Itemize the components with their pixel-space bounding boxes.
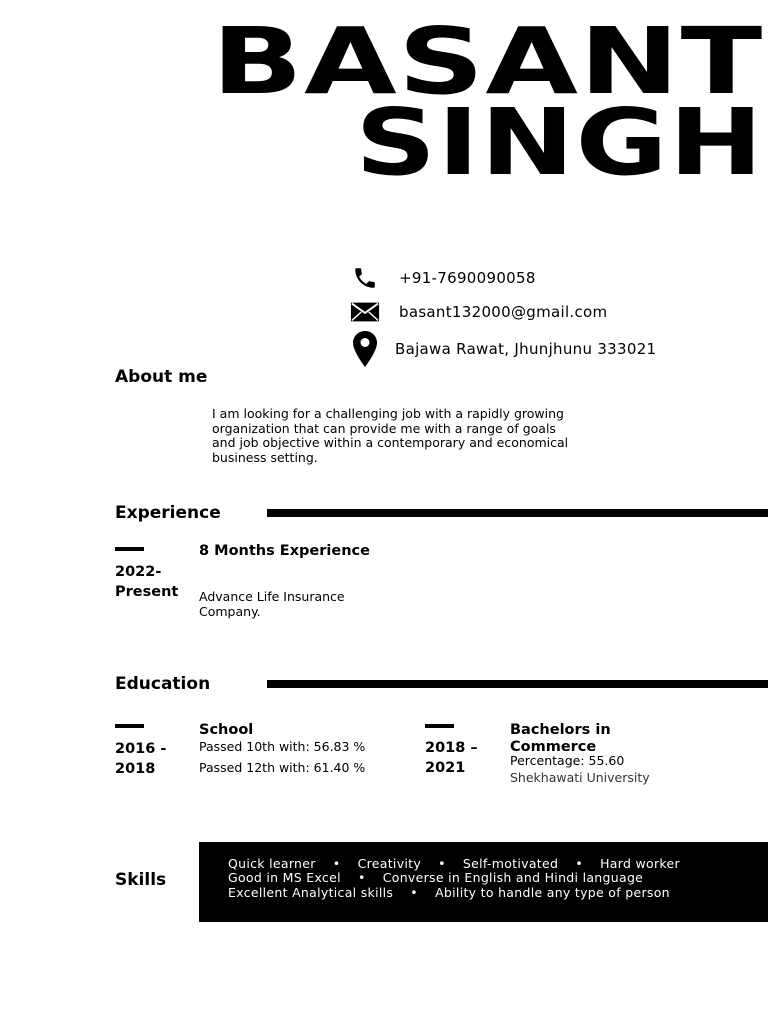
education-dash-school	[115, 724, 144, 728]
about-heading: About me	[115, 367, 208, 387]
phone-icon	[350, 263, 380, 293]
education-school-line1: Passed 10th with: 56.83 %	[199, 739, 366, 754]
name-first: BASANT	[212, 8, 764, 115]
address-text: Bajawa Rawat, Jhunjhunu 333021	[395, 340, 657, 358]
contact-phone	[350, 263, 536, 293]
education-college-line1: Percentage: 55.60	[510, 753, 625, 768]
experience-company: Advance Life Insurance Company.	[199, 589, 345, 619]
experience-heading: Experience	[115, 503, 221, 523]
contact-address	[350, 330, 656, 368]
education-dash-college	[425, 724, 454, 728]
education-title-college: Bachelors in Commerce	[510, 722, 611, 755]
education-school-line2: Passed 12th with: 61.40 %	[199, 760, 366, 775]
education-title-school: School	[199, 722, 254, 738]
experience-title: 8 Months Experience	[199, 543, 370, 559]
phone-text: +91-7690090058	[399, 269, 536, 287]
experience-dash	[115, 547, 144, 551]
envelope-icon	[350, 297, 380, 327]
education-years-college: 2018 – 2021	[425, 740, 478, 776]
experience-years: 2022- Present	[115, 564, 179, 600]
contact-email	[350, 297, 607, 327]
skills-line-2: Good in MS Excel • Converse in English and Hindi language	[228, 870, 644, 885]
skills-heading: Skills	[115, 870, 167, 890]
about-text: I am looking for a challenging job with a rapidly growing organization that can provide me with a range of goals and job objective within a contemporary and economical business setting.	[212, 406, 569, 465]
email-text: basant132000@gmail.com	[399, 303, 608, 321]
skills-line-3: Excellent Analytical skills • Ability to handle any type of person	[228, 885, 670, 900]
name-last: SINGH	[355, 89, 764, 196]
skills-box	[199, 842, 768, 922]
education-college-line2: Shekhawati University	[510, 770, 650, 785]
skills-line-1: Quick learner • Creativity • Self-motivated • Hard worker	[228, 856, 680, 871]
map-pin-icon	[350, 330, 380, 368]
education-years-school: 2016 - 2018	[115, 741, 167, 777]
experience-rule	[267, 509, 768, 517]
education-heading: Education	[115, 674, 211, 694]
education-rule	[267, 680, 768, 688]
